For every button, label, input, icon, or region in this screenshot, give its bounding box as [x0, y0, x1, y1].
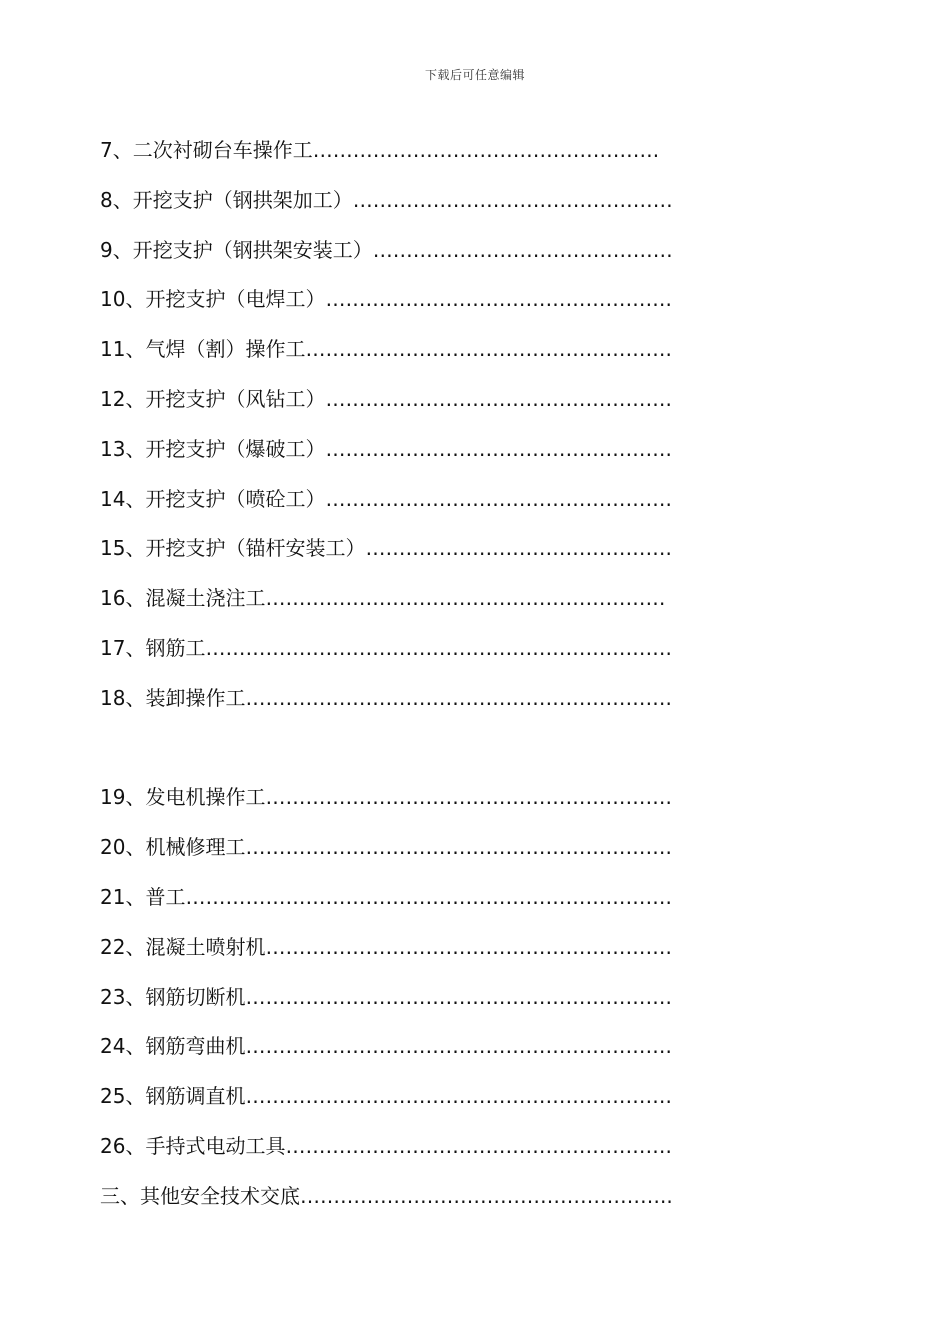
- toc-entry: 8、开挖支护（钢拱架加工）…………………………………………: [100, 187, 673, 212]
- toc-entry: 21、普工……………………………………………………………….: [100, 884, 672, 909]
- toc-entry: 13、开挖支护（爆破工）…………………………………………….: [100, 436, 672, 461]
- toc-entry: 17、钢筋工…………………………………………………………….: [100, 635, 672, 660]
- toc-entry: 19、发电机操作工…………………………………………………….: [100, 785, 672, 810]
- toc-entry: 16、混凝土浇注工……………………………………………………: [100, 586, 666, 611]
- toc-entry: 23、钢筋切断机……………………………………………………….: [100, 984, 672, 1009]
- table-of-contents: [100, 135, 700, 1231]
- toc-entry: 11、气焊（割）操作工……………………………………………….: [100, 337, 672, 362]
- toc-entry: 25、钢筋调直机……………………………………………………….: [100, 1084, 672, 1109]
- toc-entry: 15、开挖支护（锚杆安装工）……………………………………….: [100, 536, 672, 561]
- toc-entry: 9、开挖支护（钢拱架安装工）………………………………………: [100, 237, 673, 262]
- toc-entry: 26、手持式电动工具………………………………………………….: [100, 1133, 672, 1158]
- toc-blank-line: [100, 733, 700, 783]
- toc-entry: 20、机械修理工……………………………………………………….: [100, 835, 672, 860]
- page-header: 下载后可任意编辑: [424, 68, 525, 82]
- toc-entry: 10、开挖支护（电焊工）…………………………………………….: [100, 287, 672, 312]
- toc-entry: 18、装卸操作工……………………………………………………….: [100, 685, 672, 710]
- toc-entry: 14、开挖支护（喷砼工）…………………………………………….: [100, 486, 672, 511]
- toc-entry: 12、开挖支护（风钻工）…………………………………………….: [100, 386, 672, 411]
- toc-entry: 三、其他安全技术交底………………………………………………..: [100, 1183, 673, 1208]
- toc-entry: 7、二次衬砌台车操作工…………………………………………….: [100, 138, 660, 162]
- toc-entry: 22、混凝土喷射机…………………………………………………….: [100, 934, 672, 959]
- toc-entry: 24、钢筋弯曲机……………………………………………………….: [100, 1034, 672, 1059]
